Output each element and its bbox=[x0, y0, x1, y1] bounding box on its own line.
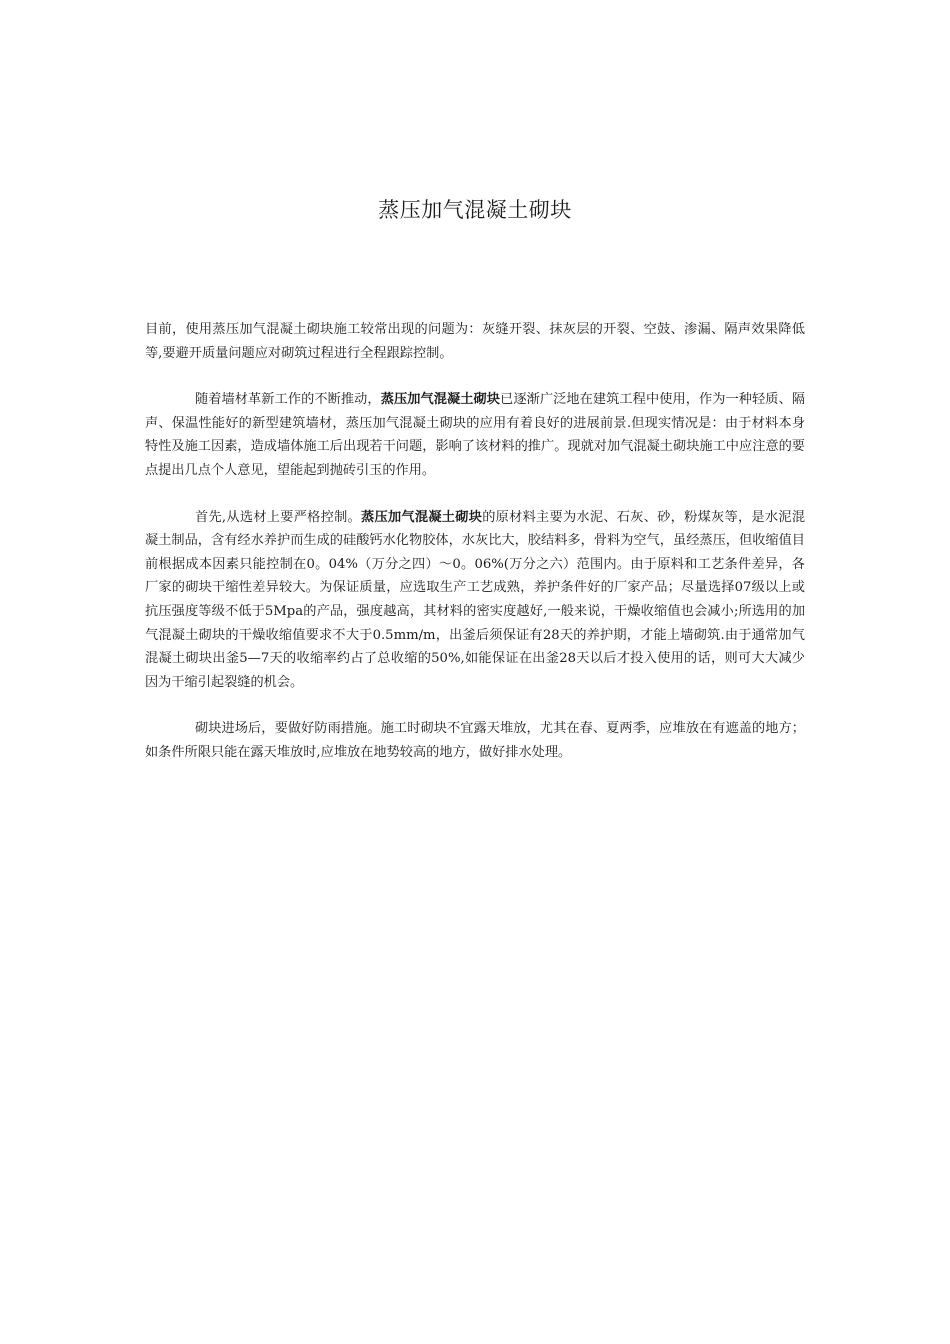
paragraph-storage bbox=[145, 717, 805, 764]
paragraph-background bbox=[145, 388, 805, 482]
paragraph-intro-text: 目前，使用蒸压加气混凝土砌块施工较常出现的问题为：灰缝开裂、抹灰层的开裂、空鼓、渗漏、隔声效果降低等,要避开质量问题应对砌筑过程进行全程跟踪控制。 bbox=[145, 322, 805, 361]
paragraph-background-rest: 已逐渐广泛地在建筑工程中使用，作为一种轻质、隔声、保温性能好的新型建筑墙材，蒸压加气混凝土砌块的应用有着良好的进展前景.但现实情况是：由于材料本身特性及施工因素，造成墙体施工后出现若干问题，影响了该材料的推广。现就对加气混凝土砌块施工中应注意的要点提出几点个人意见，望能起到抛砖引玉的作用。 bbox=[145, 392, 806, 478]
paragraph-gap bbox=[145, 694, 805, 717]
document-body bbox=[145, 318, 805, 765]
paragraph-background-lead: 随着墙材革新工作的不断推动， bbox=[195, 392, 381, 408]
paragraph-gap bbox=[145, 483, 805, 506]
paragraph-intro bbox=[145, 318, 805, 365]
paragraph-material-lead: 首先,从选材上要严格控制。 bbox=[195, 509, 362, 525]
paragraph-storage-text: 砌块进场后，要做好防雨措施。施工时砌块不宜露天堆放，尤其在春、夏两季，应堆放在有遮盖的地方；如条件所限只能在露天堆放时,应堆放在地势较高的地方，做好排水处理。 bbox=[145, 721, 805, 760]
paragraph-material-selection bbox=[145, 506, 805, 695]
paragraph-background-keyword: 蒸压加气混凝土砌块 bbox=[380, 392, 501, 408]
paragraph-material-rest: 的原材料主要为水泥、石灰、砂，粉煤灰等，是水泥混凝土制品，含有经水养护而生成的硅酸钙水化物胶体，水灰比大，胶结料多，骨料为空气，虽经蒸压，但收缩值目前根据成本因素只能控制在0。04%（万分之四）～0。06%(万分之六）范围内。由于原料和工艺条件差异，各厂家的砌块干缩性差异较大。为保证质量，应选取生产工艺成熟，养护条件好的厂家产品；尽量选择07级以上或抗压强度等级不低于5Mpa的产品，强度越高，其材料的密实度越好,一般来说，干燥收缩值也会减小;所选用的加气混凝土砌块的干燥收缩值要求不大于0.5mm/m，出釜后须保证有28天的养护期，才能上墙砌筑.由于通常加气混凝土砌块出釜5—7天的收缩率约占了总收缩的50%,如能保证在出釜28天以后才投入使用的话，则可大大减少因为干缩引起裂缝的机会。 bbox=[145, 509, 806, 690]
paragraph-material-keyword: 蒸压加气混凝土砌块 bbox=[361, 509, 483, 525]
document-title: 蒸压加气混凝土砌块 bbox=[378, 198, 572, 222]
paragraph-gap bbox=[145, 365, 805, 388]
